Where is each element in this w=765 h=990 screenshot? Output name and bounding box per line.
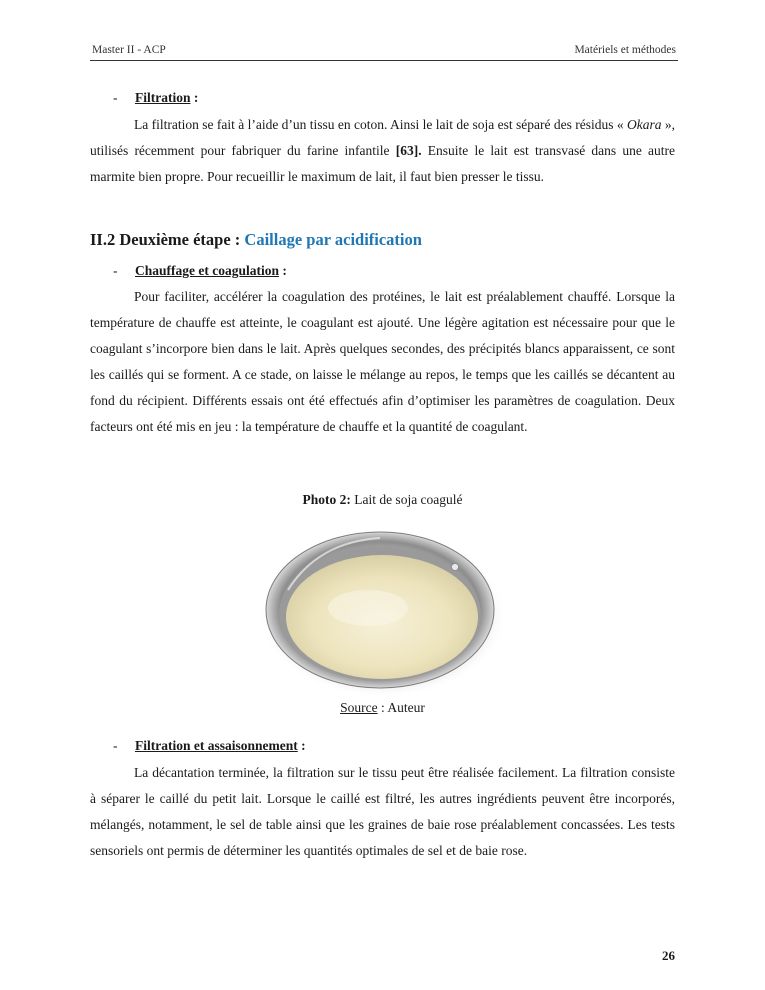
section-accent-title: Caillage par acidification — [244, 230, 422, 249]
source-label: Source — [340, 700, 378, 715]
bullet-colon: : — [279, 263, 287, 278]
section-prefix: II.2 Deuxième étape : — [90, 230, 245, 249]
assaisonnement-paragraph — [90, 760, 675, 864]
chauffage-text: Pour faciliter, accélérer la coagulation des protéines, le lait est préalablement chauffé. Lorsque la température de chauffe est atteinte, le coagulant est ajouté. Une légère agitation est nécessaire pour que le coagulant s’incorpore bien dans le lait. Après quelques secondes, des précipités blancs apparaissent, ce sont les caillés qui se forment. A ce stade, on laisse le mélange au repos, le temps que les caillés se décantent au fond du récipient. Différents essais ont été effectués afin d’optimiser les paramètres de coagulation. Deux facteurs ont été mis en jeu : la température de chauffe et la quantité de coagulant. — [90, 289, 675, 434]
bullet-title: Filtration et assaisonnement — [135, 738, 298, 753]
bullet-chauffage — [113, 263, 287, 279]
bullet-dash: - — [113, 738, 118, 753]
bullet-dash: - — [113, 263, 118, 278]
bullet-filtration — [113, 90, 198, 106]
bullet-assaisonnement — [113, 738, 306, 754]
photo-label: Photo 2: — [302, 492, 351, 507]
photo-caption — [0, 492, 765, 508]
okara-term: Okara — [627, 117, 662, 132]
chauffage-paragraph — [90, 284, 675, 440]
filtration-text-2: », utilisés récemment pour fabriquer du farine infantile — [90, 117, 675, 158]
photo-source — [0, 700, 765, 716]
section-heading — [90, 230, 422, 250]
header-left: Master II - ACP — [92, 44, 166, 56]
bullet-colon: : — [297, 738, 306, 753]
page-number: 26 — [662, 948, 675, 963]
page-header — [90, 43, 678, 61]
assaisonnement-text: La décantation terminée, la filtration sur le tissu peut être réalisée facilement. La filtration consiste à séparer le caillé du petit lait. Lorsque le caillé est filtré, les autres ingrédients peuvent être incorporés, mélangés, notamment, le sel de table ainsi que les graines de baie rose préalablement concassées. Les tests sensoriels ont permis de déterminer les quantités optimales de sel et de baie rose. — [90, 765, 675, 858]
bullet-title: Filtration — [135, 90, 191, 105]
coagulated-soy-milk-photo — [258, 520, 508, 700]
bullet-dash: - — [113, 90, 118, 105]
filtration-text-1: La filtration se fait à l’aide d’un tissu en coton. Ainsi le lait de soja est séparé des résidus « — [134, 117, 627, 132]
photo-caption-text: Lait de soja coagulé — [350, 492, 463, 507]
source-author: : Auteur — [377, 700, 425, 715]
filtration-text-3: Ensuite le lait est transvasé dans une autre marmite bien propre. Pour recueillir le maximum de lait, il faut bien presser le tissu. — [90, 143, 675, 184]
header-right: Matériels et méthodes — [574, 44, 676, 56]
bullet-colon: : — [190, 90, 199, 105]
bullet-title: Chauffage et coagulation — [135, 263, 279, 278]
filtration-paragraph — [90, 112, 675, 190]
reference-63: [63]. — [395, 143, 422, 158]
